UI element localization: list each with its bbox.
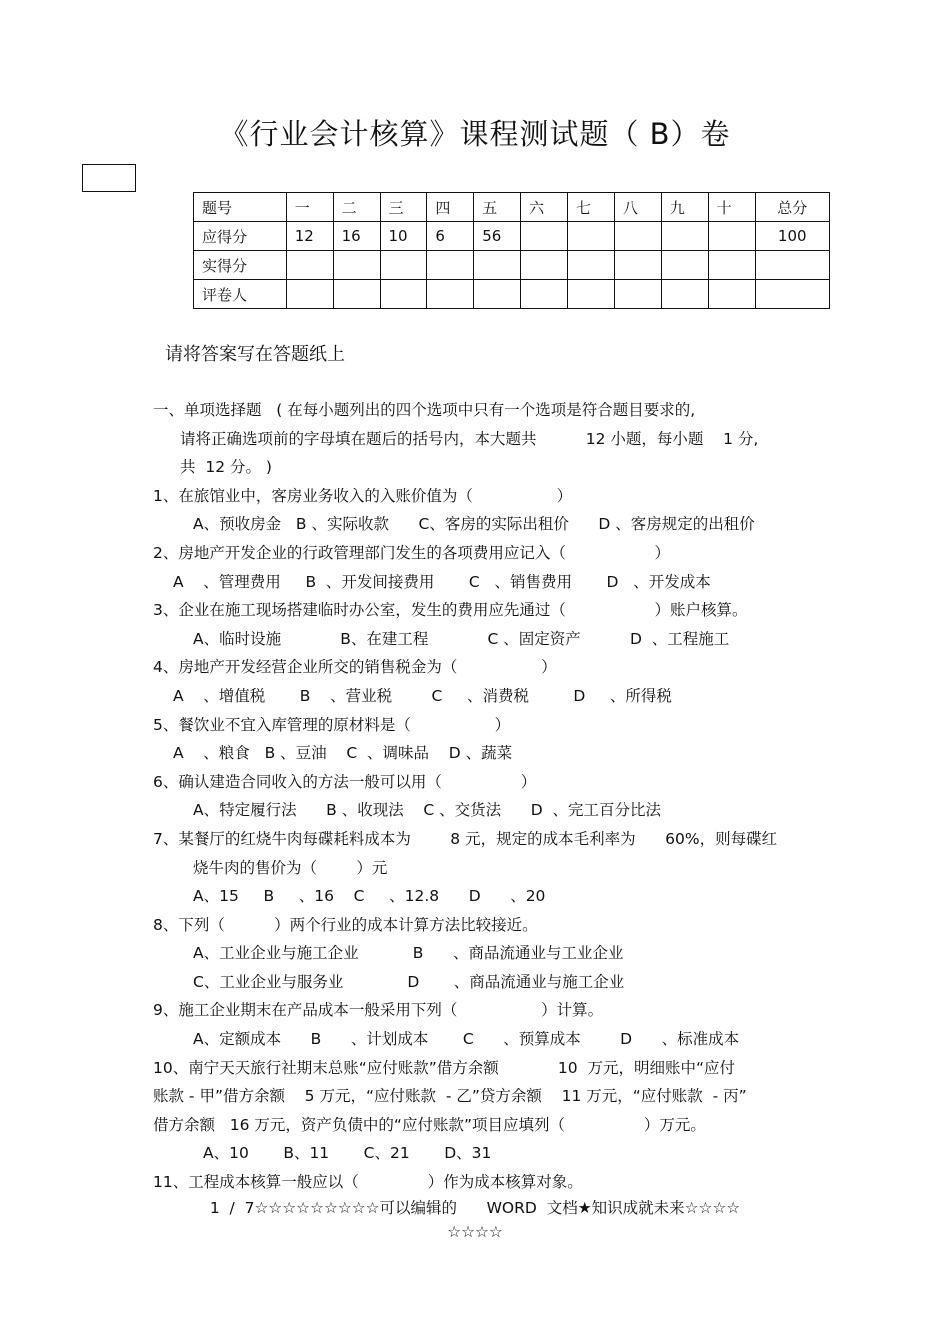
question-stem: 10、南宁天天旅行社期末总账“应付账款”借方余额 10 万元，明细账中“应付 [153,1058,736,1077]
question-stem: 1、在旅馆业中，客房业务收入的入账价值为（ ） [153,486,573,505]
question-options: A 、管理费用 B 、开发间接费用 C 、销售费用 D 、开发成本 [173,572,711,591]
header-cell: 七 [568,193,615,222]
score-table [193,192,830,309]
header-cell: 五 [474,193,521,222]
question-stem-continued: 烧牛肉的售价为（ ）元 [193,858,388,877]
question-stem: 9、施工企业期末在产品成本一般采用下列（ ）计算。 [153,1001,604,1020]
score-table-header-row [194,193,830,222]
score-table-row [194,280,830,309]
header-cell: 二 [333,193,380,222]
header-cell: 九 [661,193,708,222]
question-stem-continued: 账款 - 甲”借方余额 5 万元，“应付账款 - 乙”贷方余额 11 万元，“应付账款 - 丙” [153,1087,747,1106]
score-cell[interactable] [380,280,427,309]
score-cell [568,222,615,251]
score-cell[interactable] [755,280,830,309]
score-cell[interactable] [474,280,521,309]
score-cell[interactable] [380,251,427,280]
header-cell: 总分 [755,193,830,222]
header-cell: 一 [286,193,333,222]
score-cell[interactable] [427,251,474,280]
footer-line: 1 / 7☆☆☆☆☆☆☆☆☆可以编辑的 WORD 文档★知识成就未来☆☆☆☆ [209,1199,741,1217]
question-stem: 6、确认建造合同收入的方法一般可以用（ ） [153,772,537,791]
question-options: A、10 B、11 C、21 D、31 [203,1144,492,1163]
score-cell: 12 [286,222,333,251]
question-options: A、预收房金 B 、实际收款 C、客房的实际出租价 D 、客房规定的出租价 [193,515,755,534]
question-stem: 8、下列（ ）两个行业的成本计算方法比较接近。 [153,915,538,934]
exam-title: 《行业会计核算》课程测试题（ B）卷 [219,117,731,151]
question-stem: 7、某餐厅的红烧牛肉每碟耗料成本为 8 元，规定的成本毛利率为 60%，则每碟红 [153,829,778,848]
row-label: 实得分 [194,251,287,280]
footer-line: ☆☆☆☆ [447,1223,503,1241]
score-cell[interactable] [614,251,661,280]
score-cell [614,222,661,251]
score-cell: 6 [427,222,474,251]
score-table-row [194,222,830,251]
score-cell[interactable] [286,251,333,280]
score-cell[interactable] [708,251,755,280]
score-cell[interactable] [427,280,474,309]
header-cell: 六 [521,193,568,222]
row-label: 应得分 [194,222,287,251]
score-cell[interactable] [568,251,615,280]
header-cell: 四 [427,193,474,222]
question-options: A、工业企业与施工企业 B 、商品流通业与工业企业 [193,944,624,963]
question-stem: 5、餐饮业不宜入库管理的原材料是（ ） [153,715,511,734]
score-cell [661,222,708,251]
question-stem: 11、工程成本核算一般应以（ ）作为成本核算对象。 [153,1173,583,1192]
question-stem-continued: 借方余额 16 万元，资产负债中的“应付账款”项目应填列（ ）万元。 [153,1115,706,1134]
question-options: A、临时设施 B、在建工程 C 、固定资产 D 、工程施工 [193,629,730,648]
score-cell [521,222,568,251]
question-options: A、15 B 、16 C 、12.8 D 、20 [193,887,546,906]
header-cell: 三 [380,193,427,222]
question-options: A、定额成本 B 、计划成本 C 、预算成本 D 、标准成本 [193,1030,740,1049]
score-cell[interactable] [333,251,380,280]
question-options: C、工业企业与服务业 D 、商品流通业与施工企业 [193,972,625,991]
question-section [153,396,833,1197]
score-cell[interactable] [333,280,380,309]
score-cell[interactable] [568,280,615,309]
score-cell[interactable] [614,280,661,309]
header-cell: 题号 [194,193,287,222]
score-cell[interactable] [661,280,708,309]
score-cell[interactable] [521,280,568,309]
score-cell[interactable] [474,251,521,280]
question-options: A 、增值税 B 、营业税 C 、消费税 D 、所得税 [173,686,672,705]
question-stem: 2、房地产开发企业的行政管理部门发生的各项费用应记入（ ） [153,543,671,562]
score-cell [708,222,755,251]
answer-notice: 请将答案写在答题纸上 [165,344,345,365]
section-heading: 一、单项选择题 ( 在每小题列出的四个选项中只有一个选项是符合题目要求的, [153,401,696,419]
question-options: A、特定履行法 B 、收现法 C 、交货法 D 、完工百分比法 [193,801,662,820]
question-options: A 、粮食 B 、豆油 C 、调味品 D 、蔬菜 [173,744,513,763]
question-stem: 4、房地产开发经营企业所交的销售税金为（ ） [153,658,557,677]
seal-box [82,164,136,192]
section-instruction: 共 12 分。 ) [180,458,272,477]
score-cell: 10 [380,222,427,251]
score-table-row [194,251,830,280]
score-cell[interactable] [755,251,830,280]
question-stem: 3、企业在施工现场搭建临时办公室，发生的费用应先通过（ ）账户核算。 [153,601,748,620]
header-cell: 八 [614,193,661,222]
row-label: 评卷人 [194,280,287,309]
score-cell[interactable] [521,251,568,280]
score-cell: 16 [333,222,380,251]
score-cell[interactable] [286,280,333,309]
score-cell: 56 [474,222,521,251]
score-cell: 100 [755,222,830,251]
score-cell[interactable] [708,280,755,309]
score-cell[interactable] [661,251,708,280]
header-cell: 十 [708,193,755,222]
section-instruction: 请将正确选项前的字母填在题后的括号内，本大题共 12 小题，每小题 1 分, [180,429,759,448]
page-footer [0,1196,950,1244]
